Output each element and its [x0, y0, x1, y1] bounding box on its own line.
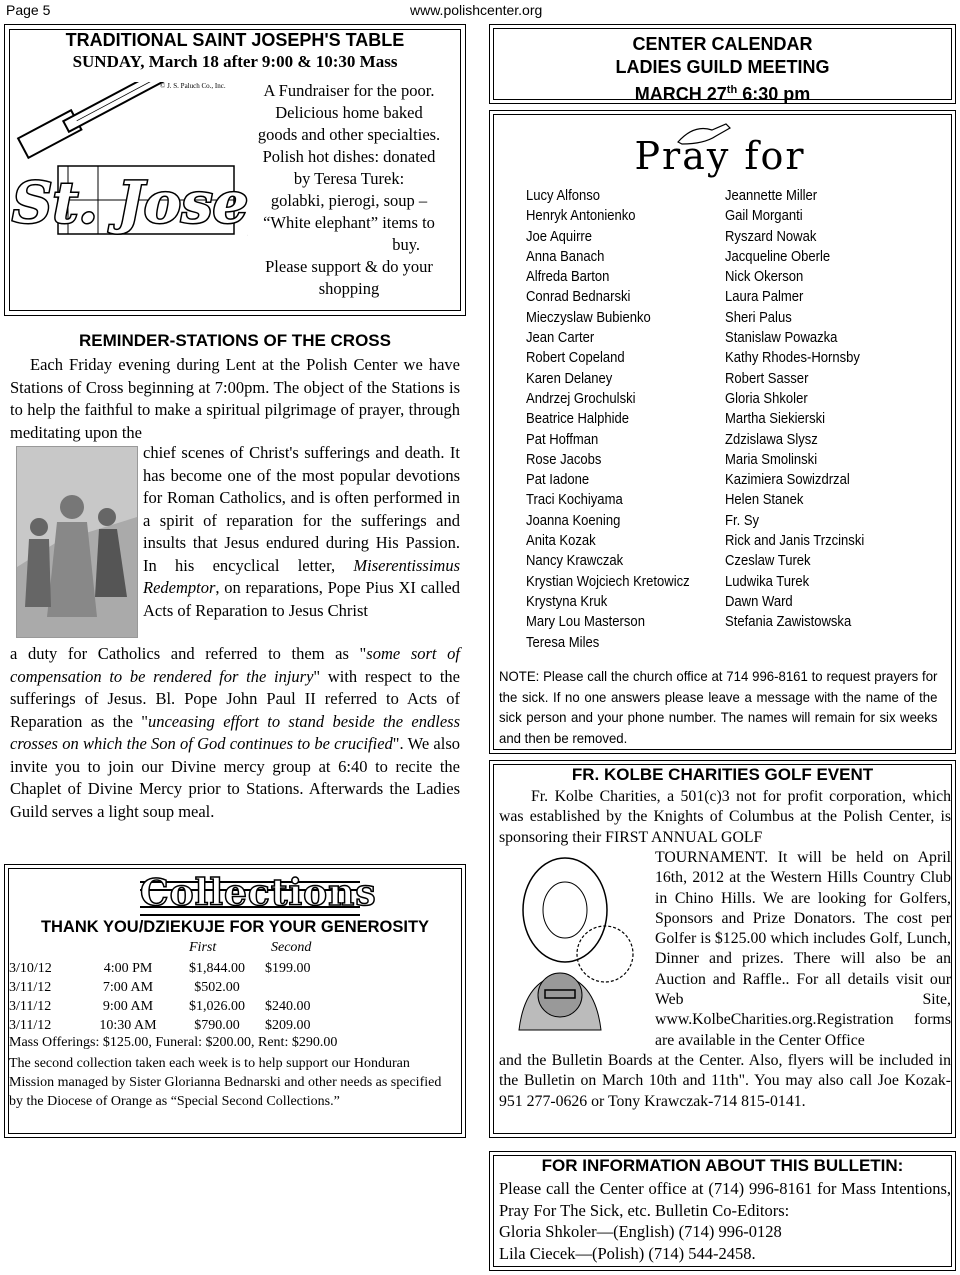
stations-text-wrap: [143, 442, 460, 622]
row-time: 7:00 AM: [102, 979, 154, 995]
golf-text-top: Fr. Kolbe Charities, a 501(c)3 not for profit corporation, which was established by the Knights of Columbus at the Polish Center, is sponsoring their FIRST ANNUAL GOLF: [499, 788, 951, 846]
row-date: 3/11/12: [9, 1017, 52, 1033]
stations-title: REMINDER-STATIONS OF THE CROSS: [79, 331, 391, 350]
row-second: [265, 978, 311, 997]
col-first-header: First: [189, 940, 217, 955]
prayer-name: Mary Lou Masterson: [526, 614, 645, 631]
prayer-name: Ludwika Turek: [725, 573, 810, 590]
stations-quote-1: some sort of compensation to be rendered for the injury: [10, 644, 460, 686]
kolbe-image: [505, 850, 650, 1050]
row-time: 9:00 AM: [102, 998, 154, 1014]
prayer-note: NOTE: Please call the church office at 714 996-8161 to request prayers for the sick. If no one answers please leave a message with the name of the sick person and your phone number. The names will remain for six weeks and then be removed.: [499, 669, 938, 746]
st-joseph-line: A Fundraiser for the poor.: [263, 81, 435, 100]
prayer-name: Pat Hoffman: [526, 431, 599, 448]
prayer-name: Traci Kochiyama: [526, 492, 623, 509]
prayer-name: Kathy Rhodes-Hornsby: [725, 350, 860, 367]
row-second: $209.00: [265, 1017, 311, 1033]
row-date: 3/11/12: [9, 998, 52, 1014]
stations-body: chief scenes of Christ's sufferings and death. It has become one of the most popular devotions for Roman Catholics, and is often performed in a spirit of reparation for the sufferings and insults that Jesus endured during His Passion. In his encyclical letter,: [143, 443, 460, 575]
prayer-name: Henryk Antonienko: [526, 208, 636, 225]
st-joseph-logo-text: St. Jose: [12, 170, 248, 236]
stations-body-2: , on reparations, Pope Pius XI called Acts of Reparation to Jesus Christ: [143, 578, 460, 620]
collections-title: THANK YOU/DZIEKUJE FOR YOUR GENEROSITY: [40, 918, 430, 936]
bulletin-info-text: [499, 1178, 951, 1264]
prayer-name: Nick Okerson: [725, 269, 804, 286]
prayer-name: Jean Carter: [526, 330, 595, 347]
second-collection-note: The second collection taken each week is to help support our Honduran Mission managed by Sister Glorianna Bednarski and other needs as specified by the Diocese of Orange as “Special Second Collections.”: [9, 1056, 442, 1109]
prayer-name: Gloria Shkoler: [725, 390, 808, 407]
prayer-name: Kazimiera Sowizdrzal: [725, 472, 850, 489]
row-first: $1,844.00: [189, 960, 245, 976]
prayer-name: Helen Stanek: [725, 492, 804, 509]
table-row: [9, 997, 311, 1016]
copyright-credit: © J. S. Paluch Co., Inc.: [160, 82, 226, 90]
st-joseph-details: [238, 80, 460, 300]
prayer-name: Teresa Miles: [526, 634, 600, 651]
prayer-name: Anita Kozak: [526, 533, 596, 550]
row-date: 3/10/12: [9, 960, 52, 976]
calendar-heading: CENTER CALENDAR: [632, 34, 813, 54]
prayer-name: Andrzej Grochulski: [526, 390, 636, 407]
stations-quote-2: unceasing effort to stand beside the endless crosses on which the Son of God continues to be crucified: [10, 711, 461, 753]
calendar-date: MARCH 27th 6:30 pm: [634, 84, 811, 104]
golf-text-wrap: TOURNAMENT. It will be held on April 16th, 2012 at the Western Hills Country Club in Chino Hills. We are looking for Golfers, Sponsors and Prize Donators. The cost per Golfer is $125.00 which includes Golf, Lunch, Dinner and prizes. There will also be an Auction and Raffle.. For all details visit our Web Site, www.KolbeCharities.org.Registration forms are available in the Center Office: [655, 849, 951, 1049]
collections-table: [9, 940, 449, 1111]
prayer-name: Karen Delaney: [526, 370, 613, 387]
prayer-name: Nancy Krawczak: [526, 553, 624, 570]
prayer-name: Joanna Koening: [526, 512, 621, 529]
st-joseph-subtitle: SUNDAY, March 18 after 9:00 & 10:30 Mass: [72, 52, 398, 71]
prayer-name: Ryszard Nowak: [725, 228, 817, 245]
bulletin-contact: Please call the Center office at (714) 996-8161 for Mass Intentions, Pray For The Sick, etc. Bulletin Co-Editors:: [499, 1179, 951, 1220]
prayer-name: Robert Sasser: [725, 370, 809, 387]
col-second-header: Second: [271, 940, 312, 955]
collections-banner-text: Collections: [140, 872, 377, 914]
st-joseph-title: TRADITIONAL SAINT JOSEPH'S TABLE: [65, 30, 405, 50]
stations-intro: Each Friday evening during Lent at the Polish Center we have Stations of Cross beginning at 7:00pm. The object of the Stations is to help the faithful to make a spiritual pilgrimage of prayer, through meditating upon the: [10, 355, 460, 442]
pray-for-title: Pray for: [634, 134, 806, 178]
encyclical-title: Miserentissimus Redemptor: [143, 555, 460, 597]
prayer-name: Fr. Sy: [725, 512, 760, 529]
stations-text-bottom: [10, 643, 460, 823]
st-joseph-line: Please support & do your: [265, 257, 433, 276]
prayer-name: Krystyna Kruk: [526, 593, 608, 610]
prayer-name: Pat Iadone: [526, 472, 590, 489]
collections-header: [9, 940, 449, 959]
row-time: 4:00 PM: [103, 960, 153, 976]
row-second: $199.00: [265, 960, 311, 976]
prayer-name: Conrad Bednarski: [526, 289, 631, 306]
row-second: $240.00: [265, 998, 311, 1014]
prayer-name: Rick and Janis Trzcinski: [725, 533, 865, 550]
prayer-name: Anna Banach: [526, 248, 605, 265]
stations-tail-3: ". We also invite you to join our Divine mercy group at 6:40 to recite the Chaplet of Divine Mercy prior to Stations. Afterwards the Ladies Guild serves a light soup meal.: [10, 734, 460, 821]
calendar-text: [489, 33, 956, 106]
table-row: [9, 978, 311, 997]
prayer-name: Robert Copeland: [526, 350, 625, 367]
prayer-name: Mieczyslaw Bubienko: [526, 309, 651, 326]
st-joseph-line: goods and other specialties.: [257, 125, 441, 144]
st-joseph-line: buy.: [392, 235, 420, 254]
prayer-list-left: [526, 188, 690, 655]
prayer-name: Rose Jacobs: [526, 451, 602, 468]
prayer-name: Zdzislawa Slysz: [725, 431, 818, 448]
prayer-name: Jeannette Miller: [725, 188, 818, 204]
bulletin-info-title: FOR INFORMATION ABOUT THIS BULLETIN:: [541, 1156, 904, 1175]
row-first: $790.00: [194, 1017, 240, 1033]
prayer-name: Martha Siekierski: [725, 411, 826, 428]
prayer-name: Beatrice Halphide: [526, 411, 630, 428]
row-time: 10:30 AM: [99, 1017, 157, 1033]
editor-english: Gloria Shkoler—(English) (714) 996-0128: [499, 1222, 782, 1241]
st-joseph-line: golabki, pierogi, soup –: [270, 191, 428, 210]
prayer-list-right: [725, 188, 864, 635]
table-row: [9, 959, 311, 978]
prayer-name: Czeslaw Turek: [725, 553, 811, 570]
prayer-name: Jacqueline Oberle: [725, 248, 831, 265]
stations-tail-2: " with respect to the sufferings of Jesus. Bl. Pope John Paul II referred to Acts of Reparation as the ": [10, 666, 460, 731]
editor-polish: Lila Ciecek—(Polish) (714) 544-2458.: [499, 1243, 756, 1263]
stations-tail-1: a duty for Catholics and referred to them as ": [10, 644, 367, 663]
st-joseph-line: by Teresa Turek:: [293, 169, 405, 188]
st-joseph-line: Delicious home baked: [275, 103, 423, 122]
prayer-name: Dawn Ward: [725, 593, 793, 610]
table-row: [9, 1016, 311, 1035]
st-joseph-line: shopping: [318, 279, 380, 298]
svg-text:St. Joseph: St. Jose: [12, 170, 248, 236]
prayer-name: Gail Morganti: [725, 208, 803, 225]
prayer-name: Stefania Zawistowska: [725, 614, 852, 631]
row-date: 3/11/12: [9, 979, 52, 995]
prayer-name: Alfreda Barton: [526, 269, 610, 286]
prayer-name: Joe Aquirre: [526, 228, 593, 245]
mass-offerings: Mass Offerings: $125.00, Funeral: $200.00, Rent: $290.00: [9, 1035, 338, 1050]
prayer-name: Laura Palmer: [725, 289, 804, 306]
st-joseph-line: “White elephant” items to: [263, 213, 435, 232]
st-joseph-logo: [8, 82, 248, 250]
golf-title: FR. KOLBE CHARITIES GOLF EVENT: [571, 765, 874, 784]
prayer-name: Krystian Wojciech Kretowicz: [526, 573, 690, 590]
stations-image: [16, 446, 138, 638]
stations-text-top: [10, 354, 460, 444]
st-joseph-line: Polish hot dishes: donated: [262, 147, 436, 166]
calendar-event: LADIES GUILD MEETING: [615, 57, 830, 77]
prayer-name: Stanislaw Powazka: [725, 330, 838, 347]
collections-banner: [140, 872, 377, 916]
golf-text-bottom: and the Bulletin Boards at the Center. Also, flyers will be included in the Bulletin on March 10th and 11th". You may also call Joe Kozak- 951 277-0626 or Tony Krawczak-714 815-0141.: [499, 1052, 951, 1110]
page-number: Page 5: [6, 2, 51, 18]
row-first: $502.00: [194, 979, 240, 995]
prayer-name: Lucy Alfonso: [526, 188, 601, 204]
site-url[interactable]: www.polishcenter.org: [410, 2, 543, 18]
row-first: $1,026.00: [189, 998, 245, 1014]
collections-rows: [9, 959, 311, 1035]
prayer-name: Sheri Palus: [725, 309, 792, 326]
prayer-name: Maria Smolinski: [725, 451, 818, 468]
